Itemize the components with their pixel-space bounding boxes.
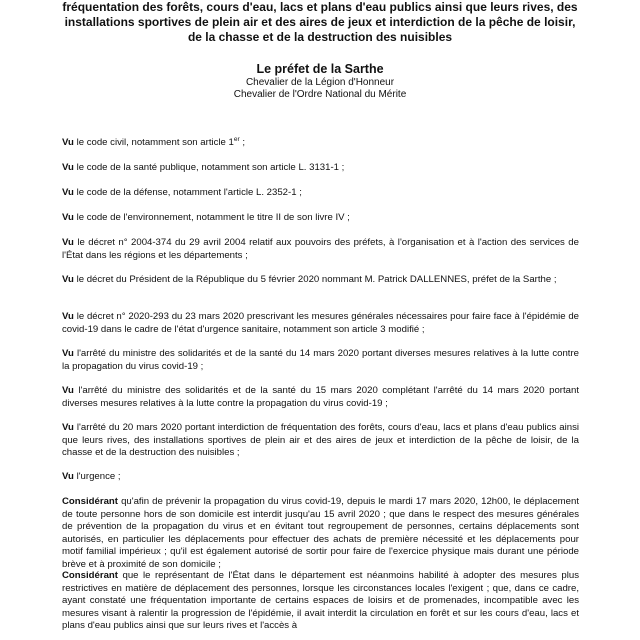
vu-paragraph bbox=[62, 187, 579, 200]
title-line: fréquentation des forêts, cours d'eau, lacs et plans d'eau publics ainsi que leurs rives, des bbox=[62, 0, 578, 14]
vu-text: le code de l'environnement, notamment le titre II de son livre IV ; bbox=[76, 212, 350, 223]
vu-paragraph bbox=[62, 237, 579, 262]
considerant-paragraph bbox=[62, 496, 579, 571]
issuer-honor: Chevalier de l'Ordre National du Mérite bbox=[233, 89, 407, 100]
title-line: installations sportives de plein air et des aires de jeux et interdiction de la pêche de loisir, bbox=[64, 15, 576, 29]
considerant-text: qu'afin de prévenir la propagation du virus covid-19, depuis le mardi 17 mars 2020, 12h00, le déplacement de toute personne hors de son domicile est interdit jusqu'au 15 avril 2020 ; que dans le respect des mesures générales de prévention de la propagation du virus et en évitant tout regroupement de personnes, certains déplacements sont autorisés, en particulier les déplacements pour effectuer des achats de première nécessité et les déplacements pour motif familial impérieux ; qu'il est également autorisé de sortir pour faire de l'exercice physique mais durant une période brève et à proximité de son domicile ; bbox=[62, 496, 579, 570]
vu-paragraph bbox=[62, 212, 579, 225]
considerant-lead: Considérant bbox=[62, 496, 118, 507]
vu-lead: Vu bbox=[62, 274, 74, 285]
vu-lead: Vu bbox=[62, 385, 74, 396]
issuer-name: Le préfet de la Sarthe bbox=[256, 62, 384, 76]
vu-lead: Vu bbox=[62, 311, 74, 322]
vu-paragraph bbox=[62, 311, 579, 336]
vu-paragraph bbox=[62, 385, 579, 410]
vu-text: l'arrêté du ministre des solidarités et de la santé du 15 mars 2020 complétant l'arrêté du 14 mars 2020 portant diverses mesures relatives à la lutte contre la propagation du virus covid-19 ; bbox=[62, 385, 579, 409]
issuer-block bbox=[50, 62, 590, 101]
vu-text: le code de la santé publique, notamment son article L. 3131-1 ; bbox=[76, 162, 345, 173]
vu-paragraph bbox=[62, 348, 579, 373]
vu-text: l'urgence ; bbox=[76, 471, 121, 482]
vu-paragraph bbox=[62, 137, 579, 150]
title-line: de la chasse et de la destruction des nuisibles bbox=[187, 30, 453, 44]
vu-text: le code civil, notamment son article 1 bbox=[76, 137, 234, 148]
vu-paragraph bbox=[62, 162, 579, 175]
vu-text: le code de la défense, notamment l'article L. 2352-1 ; bbox=[76, 187, 302, 198]
vu-text: le décret du Président de la République du 5 février 2020 nommant M. Patrick DALLENNES, préfet de la Sarthe ; bbox=[76, 274, 557, 285]
vu-sup: er bbox=[233, 135, 240, 143]
considerant-paragraph bbox=[62, 570, 579, 633]
vu-text: le décret n° 2004-374 du 29 avril 2004 relatif aux pouvoirs des préfets, à l'organisation et à l'action des services de l'État dans les régions et les départements ; bbox=[62, 237, 579, 261]
decree-title bbox=[50, 0, 590, 45]
vu-paragraph bbox=[62, 471, 579, 484]
vu-text: le décret n° 2020-293 du 23 mars 2020 prescrivant les mesures générales nécessaires pour faire face à l'épidémie de covid-19 dans le cadre de l'état d'urgence sanitaire, notamment son article 3 modifié ; bbox=[62, 311, 579, 335]
vu-lead: Vu bbox=[62, 162, 74, 173]
vu-lead: Vu bbox=[62, 187, 74, 198]
considerant-text: que le représentant de l'État dans le département est néanmoins habilité à adopter des mesures plus restrictives en matière de déplacement des personnes, lorsque les circonstances locales l'exigent ; que, dans ce cadre, ayant constaté une fréquentation importante de certains espaces de loisirs et de promenades, incompatible avec les mesures visant à ralentir la progression de l'épidémie, il avait interdit la circulation en forêt et sur les cours d'eau, lacs et plans d'eau publics ainsi que sur leurs rives et l'accès à bbox=[62, 570, 579, 631]
vu-lead: Vu bbox=[62, 422, 74, 433]
vu-text: l'arrêté du ministre des solidarités et de la santé du 14 mars 2020 portant diverses mesures relatives à la lutte contre la propagation du virus covid-19 ; bbox=[62, 348, 579, 372]
vu-lead: Vu bbox=[62, 137, 74, 148]
vu-lead: Vu bbox=[62, 348, 74, 359]
considerant-lead: Considérant bbox=[62, 570, 118, 581]
vu-lead: Vu bbox=[62, 471, 74, 482]
vu-text-tail: ; bbox=[242, 137, 246, 148]
vu-paragraph bbox=[62, 274, 579, 287]
vu-lead: Vu bbox=[62, 237, 74, 248]
vu-paragraph bbox=[62, 422, 579, 460]
vu-text: l'arrêté du 20 mars 2020 portant interdiction de fréquentation des forêts, cours d'eau, lacs et plans d'eau publics ainsi que leurs rives, des installations sportives de plein air et des aires de jeux et interdiction de la pêche de loisir, de la chasse et de la destruction des nuisibles ; bbox=[62, 422, 579, 458]
issuer-honor: Chevalier de la Légion d'Honneur bbox=[245, 77, 395, 88]
vu-lead: Vu bbox=[62, 212, 74, 223]
